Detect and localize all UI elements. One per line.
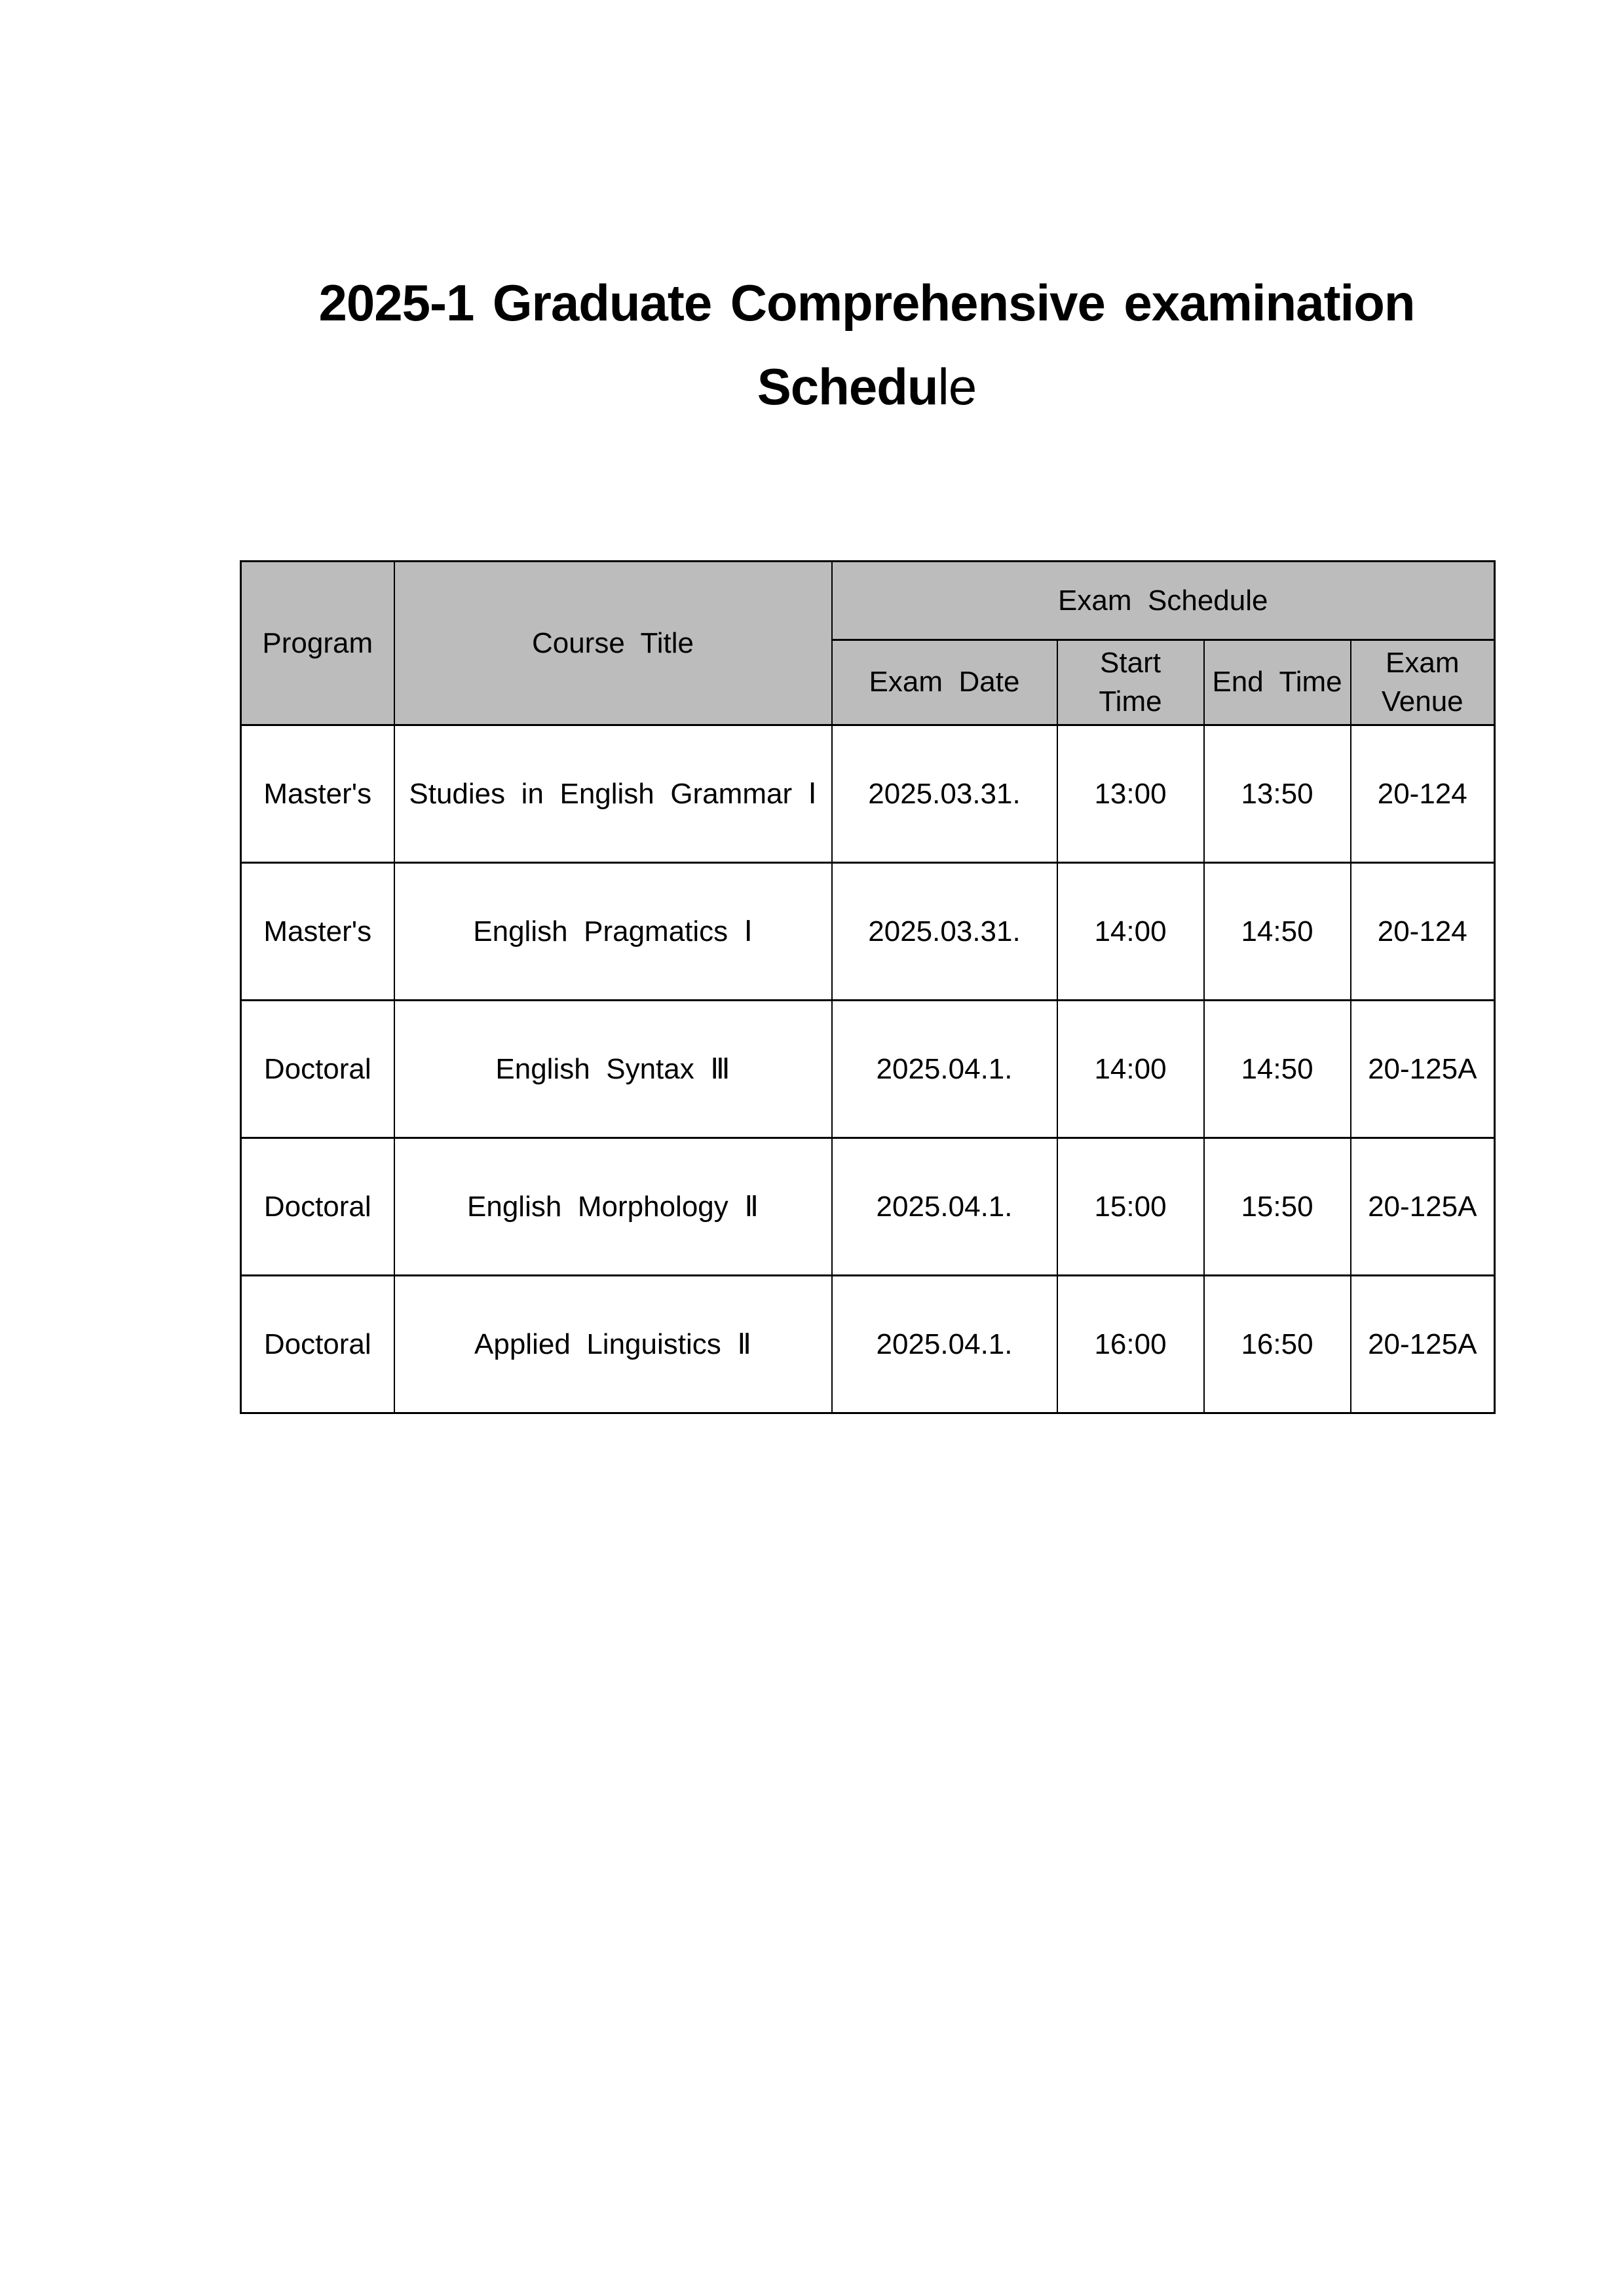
table-header xyxy=(241,562,1495,725)
cell-program: Master's xyxy=(241,863,394,1001)
page-title-line2-bold: Schedu xyxy=(757,358,938,415)
cell-program: Doctoral xyxy=(241,1276,394,1413)
cell-start-time: 15:00 xyxy=(1057,1138,1204,1276)
cell-exam-venue: 20-124 xyxy=(1351,863,1495,1001)
cell-course-title: Studies in English Grammar Ⅰ xyxy=(394,725,832,863)
cell-start-time: 14:00 xyxy=(1057,863,1204,1001)
cell-course-title: Applied Linguistics Ⅱ xyxy=(394,1276,832,1413)
column-header-course-title: Course Title xyxy=(394,562,832,725)
cell-course-title: English Pragmatics Ⅰ xyxy=(394,863,832,1001)
column-header-end-time: End Time xyxy=(1204,640,1351,725)
cell-end-time: 14:50 xyxy=(1204,863,1351,1001)
cell-exam-venue: 20-125A xyxy=(1351,1138,1495,1276)
cell-exam-venue: 20-125A xyxy=(1351,1001,1495,1138)
page-title-line1: 2025-1 Graduate Comprehensive examination xyxy=(318,274,1415,332)
table-row xyxy=(241,1138,1495,1276)
column-header-start-time: Start Time xyxy=(1057,640,1204,725)
cell-exam-date: 2025.04.1. xyxy=(832,1138,1057,1276)
page-title-line2-tail: le xyxy=(937,358,977,415)
cell-exam-venue: 20-124 xyxy=(1351,725,1495,863)
cell-course-title: English Morphology Ⅱ xyxy=(394,1138,832,1276)
cell-end-time: 13:50 xyxy=(1204,725,1351,863)
column-header-program: Program xyxy=(241,562,394,725)
exam-schedule-table xyxy=(240,560,1496,1414)
cell-program: Doctoral xyxy=(241,1001,394,1138)
header-row-top xyxy=(241,562,1495,640)
cell-start-time: 13:00 xyxy=(1057,725,1204,863)
table-row xyxy=(241,1001,1495,1138)
cell-exam-date: 2025.03.31. xyxy=(832,863,1057,1001)
table-row xyxy=(241,725,1495,863)
column-header-exam-schedule: Exam Schedule xyxy=(832,562,1495,640)
cell-program: Master's xyxy=(241,725,394,863)
table-row xyxy=(241,863,1495,1001)
cell-program: Doctoral xyxy=(241,1138,394,1276)
cell-end-time: 15:50 xyxy=(1204,1138,1351,1276)
cell-start-time: 16:00 xyxy=(1057,1276,1204,1413)
cell-end-time: 14:50 xyxy=(1204,1001,1351,1138)
column-header-exam-venue: Exam Venue xyxy=(1351,640,1495,725)
cell-start-time: 14:00 xyxy=(1057,1001,1204,1138)
cell-course-title: English Syntax Ⅲ xyxy=(394,1001,832,1138)
cell-exam-date: 2025.04.1. xyxy=(832,1001,1057,1138)
column-header-exam-date: Exam Date xyxy=(832,640,1057,725)
table-body xyxy=(241,725,1495,1413)
cell-exam-venue: 20-125A xyxy=(1351,1276,1495,1413)
page-title xyxy=(240,261,1494,429)
table-row xyxy=(241,1276,1495,1413)
cell-exam-date: 2025.03.31. xyxy=(832,725,1057,863)
cell-end-time: 16:50 xyxy=(1204,1276,1351,1413)
cell-exam-date: 2025.04.1. xyxy=(832,1276,1057,1413)
